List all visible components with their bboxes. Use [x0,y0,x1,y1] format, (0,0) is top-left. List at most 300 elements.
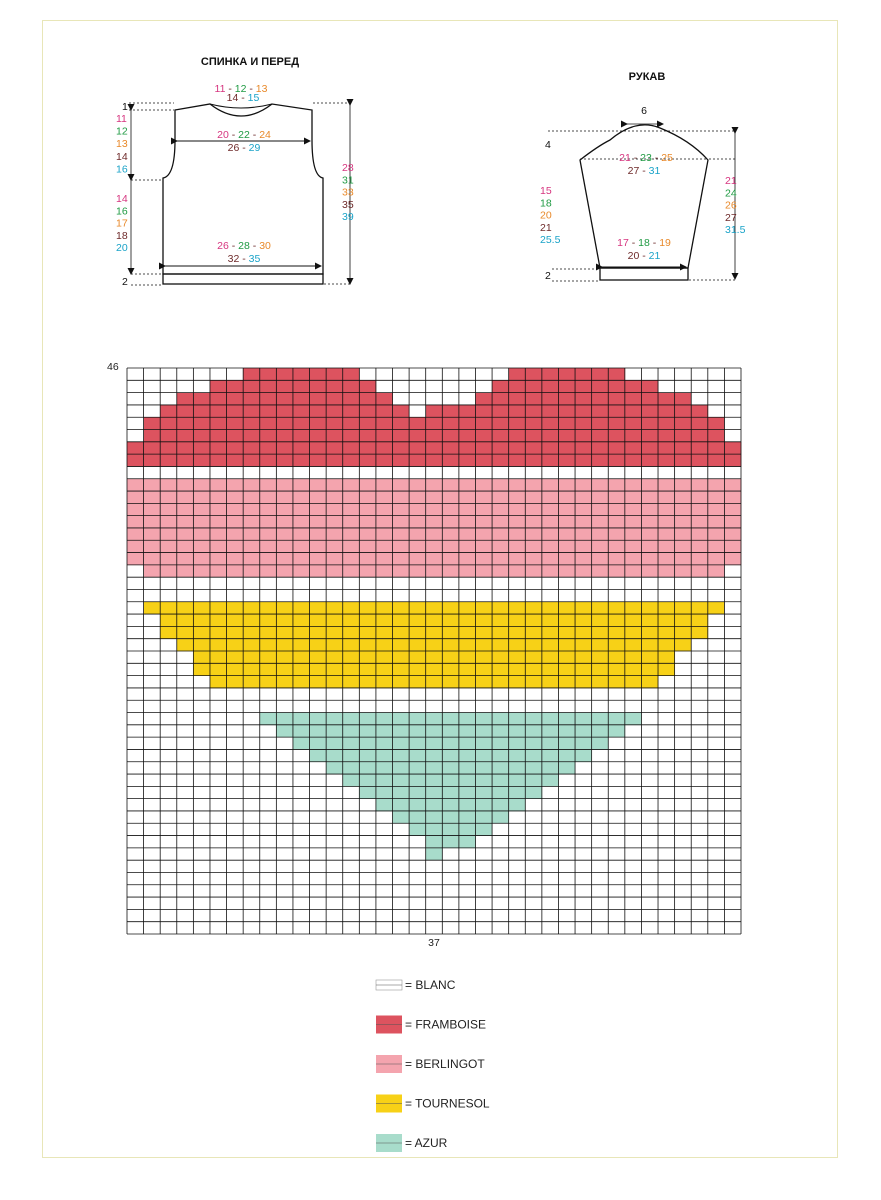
chart-cell-berlingot [625,491,642,504]
chart-cell-berlingot [359,491,376,504]
chart-cell-framboise [525,405,542,418]
chart-cell-azur [625,713,642,726]
chart-cell-berlingot [160,565,177,578]
chart-cell-framboise [127,454,144,467]
chart-cell-berlingot [343,565,360,578]
chart-cell-framboise [592,454,609,467]
chart-cell-berlingot [608,540,625,553]
chart-cell-tournesol [625,663,642,676]
chart-cell-framboise [608,393,625,406]
chart-cell-framboise [326,393,343,406]
chart-cell-framboise [276,454,293,467]
chart-cell-tournesol [310,614,327,627]
chart-cell-tournesol [475,651,492,664]
chart-cell-azur [409,749,426,762]
chart-cell-berlingot [608,516,625,529]
chart-cell-berlingot [641,516,658,529]
chart-cell-berlingot [409,503,426,516]
cap-height-label: 4 [545,139,551,151]
chart-cell-tournesol [592,614,609,627]
chart-cell-tournesol [144,602,161,615]
chart-cell-berlingot [210,479,227,492]
chart-cell-berlingot [575,479,592,492]
chart-cell-framboise [658,405,675,418]
chart-cell-tournesol [442,614,459,627]
chart-cell-framboise [492,417,509,430]
chart-cell-berlingot [160,528,177,541]
chart-cell-berlingot [575,565,592,578]
chart-cell-azur [459,762,476,775]
chart-cell-framboise [641,454,658,467]
chart-cell-framboise [542,430,559,443]
chart-cell-tournesol [343,614,360,627]
chart-cell-azur [426,749,443,762]
chart-cell-tournesol [475,663,492,676]
chart-cell-framboise [724,454,741,467]
chart-cell-azur [475,823,492,836]
chart-cell-azur [575,713,592,726]
chart-cell-berlingot [293,553,310,566]
chart-cell-berlingot [675,491,692,504]
chart-cell-berlingot [658,516,675,529]
chart-cell-azur [426,774,443,787]
chart-cell-tournesol [310,626,327,639]
chart-cell-tournesol [558,614,575,627]
chart-cell-berlingot [459,528,476,541]
chart-cell-framboise [227,442,244,455]
chart-cell-tournesol [260,651,277,664]
chart-cell-berlingot [343,528,360,541]
chart-cell-framboise [276,380,293,393]
chart-cell-berlingot [525,540,542,553]
chart-cell-berlingot [442,503,459,516]
chart-cell-framboise [243,405,260,418]
chart-cell-framboise [243,430,260,443]
chart-cell-tournesol [658,651,675,664]
chart-cell-tournesol [525,663,542,676]
chart-cell-azur [326,713,343,726]
chart-cell-tournesol [459,614,476,627]
chart-cell-azur [376,774,393,787]
measurement-value: 21 [725,175,737,187]
chart-cell-berlingot [459,503,476,516]
chart-cell-berlingot [144,516,161,529]
chart-cell-framboise [177,442,194,455]
chart-cell-tournesol [193,614,210,627]
chart-cell-berlingot [558,528,575,541]
chart-cell-framboise [409,442,426,455]
chart-cell-framboise [310,430,327,443]
chart-cell-berlingot [542,491,559,504]
chart-cell-framboise [393,454,410,467]
chart-cell-framboise [675,417,692,430]
chart-cell-berlingot [459,516,476,529]
chart-cell-azur [310,749,327,762]
chart-cell-berlingot [310,491,327,504]
chart-cell-framboise [359,405,376,418]
chart-cell-azur [442,774,459,787]
chart-cell-tournesol [293,602,310,615]
chart-cell-berlingot [608,565,625,578]
chart-cell-framboise [608,442,625,455]
chart-cell-framboise [475,454,492,467]
chart-cell-azur [293,713,310,726]
chart-cell-framboise [276,442,293,455]
chart-cell-tournesol [193,663,210,676]
neck-width-bottom: 14 - 15 [226,92,260,104]
chart-cell-berlingot [426,503,443,516]
chart-cell-berlingot [160,516,177,529]
chart-cell-berlingot [243,565,260,578]
chart-cell-azur [525,786,542,799]
chart-cell-berlingot [724,516,741,529]
chart-cell-berlingot [359,528,376,541]
chart-cell-tournesol [193,626,210,639]
chart-cell-berlingot [409,479,426,492]
chart-cell-framboise [177,393,194,406]
chart-cell-berlingot [177,565,194,578]
chart-cell-berlingot [558,540,575,553]
chart-cell-berlingot [144,565,161,578]
chart-cell-berlingot [724,479,741,492]
chart-cell-framboise [359,380,376,393]
chart-cell-framboise [542,442,559,455]
chart-cell-berlingot [575,540,592,553]
chart-cell-berlingot [641,540,658,553]
chart-cell-tournesol [260,626,277,639]
measurement-value: 26 [725,199,737,212]
chart-cell-tournesol [658,614,675,627]
chart-cell-tournesol [475,639,492,652]
chart-cell-azur [558,762,575,775]
chart-cell-berlingot [691,553,708,566]
colour-chart [107,361,741,949]
chart-cell-tournesol [293,614,310,627]
chart-cell-framboise [608,405,625,418]
chest-width-bottom: 26 - 29 [227,142,261,154]
chart-cell-tournesol [691,602,708,615]
chart-cell-berlingot [558,491,575,504]
chart-cell-tournesol [426,663,443,676]
chart-cell-berlingot [426,553,443,566]
chart-cell-azur [293,725,310,738]
chart-cell-framboise [658,393,675,406]
chart-cell-azur [376,762,393,775]
chart-cell-azur [509,774,526,787]
chart-cell-framboise [160,405,177,418]
chart-cell-tournesol [641,651,658,664]
chart-cell-tournesol [210,651,227,664]
chart-cell-framboise [542,417,559,430]
chart-cell-berlingot [625,528,642,541]
measurement-value: 35 [342,198,354,211]
chart-cell-berlingot [177,528,194,541]
chart-cell-tournesol [326,639,343,652]
chart-cell-berlingot [260,553,277,566]
chart-cell-framboise [675,454,692,467]
chart-cell-azur [393,811,410,824]
chart-cell-berlingot [343,553,360,566]
chart-cell-framboise [442,405,459,418]
chart-cell-tournesol [393,602,410,615]
chart-cell-framboise [509,430,526,443]
chart-cell-berlingot [641,479,658,492]
chart-cell-framboise [459,417,476,430]
chart-cell-berlingot [210,503,227,516]
chart-cell-framboise [177,417,194,430]
chart-cell-tournesol [243,663,260,676]
chart-cell-berlingot [442,565,459,578]
chart-cell-framboise [260,405,277,418]
chart-cell-azur [442,762,459,775]
chart-cell-azur [376,725,393,738]
chart-cell-tournesol [227,626,244,639]
measurement-value: 28 [342,162,354,174]
chart-cell-framboise [260,393,277,406]
chart-cell-tournesol [442,602,459,615]
chart-cell-berlingot [409,491,426,504]
chart-cell-berlingot [210,540,227,553]
chart-cell-tournesol [558,626,575,639]
chart-cell-berlingot [393,540,410,553]
chart-cell-berlingot [227,503,244,516]
chart-cell-azur [343,713,360,726]
chart-cell-berlingot [575,503,592,516]
chart-cell-tournesol [193,639,210,652]
chart-cell-framboise [343,417,360,430]
chart-cell-framboise [592,405,609,418]
chart-cell-berlingot [293,491,310,504]
chart-cell-framboise [359,454,376,467]
chart-cell-framboise [243,442,260,455]
chart-cell-tournesol [426,614,443,627]
chart-cell-tournesol [243,639,260,652]
chart-cell-berlingot [459,540,476,553]
chart-cell-azur [326,762,343,775]
chart-cell-framboise [592,393,609,406]
chart-cell-azur [475,737,492,750]
chart-cell-berlingot [393,565,410,578]
chart-cell-tournesol [359,651,376,664]
chart-cell-framboise [575,430,592,443]
chart-cell-tournesol [459,663,476,676]
chart-cell-berlingot [459,479,476,492]
chart-cell-framboise [575,442,592,455]
chart-cell-tournesol [608,602,625,615]
chart-cell-tournesol [210,676,227,689]
chart-cell-tournesol [542,663,559,676]
chart-cell-berlingot [459,553,476,566]
cap-top-width: 6 [641,105,647,117]
chart-cell-tournesol [708,602,725,615]
chart-cell-berlingot [393,528,410,541]
chart-cell-azur [558,725,575,738]
chart-cell-berlingot [193,503,210,516]
chart-cell-azur [475,725,492,738]
chart-cell-berlingot [691,503,708,516]
chart-cell-tournesol [625,651,642,664]
chart-cell-tournesol [542,602,559,615]
chart-cell-framboise [525,454,542,467]
chart-cell-tournesol [525,614,542,627]
chart-cell-berlingot [475,540,492,553]
chart-cell-tournesol [276,602,293,615]
chart-cell-berlingot [492,553,509,566]
chart-cell-tournesol [276,639,293,652]
chart-cell-berlingot [310,516,327,529]
chart-cell-framboise [509,454,526,467]
chart-cell-berlingot [525,553,542,566]
sleeve-title: РУКАВ [628,71,666,83]
chart-cell-berlingot [393,503,410,516]
chart-cell-framboise [475,430,492,443]
chart-cell-azur [409,713,426,726]
chart-cell-tournesol [260,614,277,627]
chart-cell-berlingot [293,503,310,516]
chart-cell-berlingot [558,503,575,516]
chart-cell-berlingot [641,553,658,566]
chart-cell-tournesol [376,676,393,689]
chart-cell-framboise [625,442,642,455]
chart-cell-berlingot [691,516,708,529]
chart-cell-azur [558,713,575,726]
chart-cell-tournesol [343,639,360,652]
chart-cell-berlingot [144,528,161,541]
chart-cell-berlingot [641,503,658,516]
chart-cell-berlingot [492,565,509,578]
chart-cell-tournesol [525,602,542,615]
chart-cell-framboise [625,417,642,430]
sleeve-upper-width-b: 27 - 31 [627,165,661,177]
chart-cell-berlingot [177,553,194,566]
chart-cell-tournesol [575,651,592,664]
chart-cell-azur [359,725,376,738]
chart-cell-tournesol [276,626,293,639]
chart-cell-azur [376,749,393,762]
chart-cell-tournesol [310,602,327,615]
chart-cell-framboise [343,368,360,381]
legend-label-azur: = AZUR [405,1136,448,1150]
chart-cell-azur [459,799,476,812]
chart-cell-berlingot [592,528,609,541]
measurement-value: 24 [725,187,737,200]
chart-cell-tournesol [193,602,210,615]
chart-cell-tournesol [260,663,277,676]
chart-cell-framboise [326,442,343,455]
chart-cell-tournesol [243,626,260,639]
chart-cell-berlingot [641,565,658,578]
chart-cell-berlingot [475,491,492,504]
chart-cell-framboise [260,417,277,430]
chart-cell-berlingot [359,540,376,553]
chart-cell-tournesol [625,626,642,639]
chart-cell-tournesol [426,602,443,615]
measurement-value: 18 [540,197,552,210]
chart-cell-framboise [426,430,443,443]
chart-cell-berlingot [492,503,509,516]
measurement-value: 20 [116,242,128,255]
chart-cell-framboise [193,393,210,406]
chart-cell-berlingot [558,553,575,566]
chart-cell-berlingot [177,503,194,516]
chart-cell-framboise [359,417,376,430]
chart-cell-azur [409,811,426,824]
chart-cell-tournesol [326,626,343,639]
chart-cell-azur [509,737,526,750]
chart-cell-berlingot [426,479,443,492]
chart-cell-berlingot [210,528,227,541]
chart-cell-framboise [558,417,575,430]
chart-cell-framboise [708,430,725,443]
chart-cell-framboise [343,380,360,393]
chart-cell-tournesol [542,651,559,664]
chart-cell-azur [393,749,410,762]
chart-cell-tournesol [177,639,194,652]
chart-cell-azur [393,725,410,738]
neckline-curve [210,104,272,108]
chart-cell-framboise [127,442,144,455]
chart-cell-azur [509,725,526,738]
chart-cell-berlingot [193,479,210,492]
chart-cell-tournesol [492,614,509,627]
chart-cell-berlingot [276,491,293,504]
chart-cell-berlingot [509,565,526,578]
chart-cell-framboise [558,454,575,467]
chart-cell-azur [310,737,327,750]
chart-cell-framboise [625,380,642,393]
chart-cell-tournesol [608,676,625,689]
chart-cell-berlingot [625,565,642,578]
chart-cell-berlingot [260,503,277,516]
chart-cell-azur [376,799,393,812]
chart-cell-azur [326,737,343,750]
chart-cell-berlingot [160,479,177,492]
chart-cell-framboise [160,454,177,467]
chart-cell-tournesol [492,639,509,652]
back-front-ribbing [163,274,323,284]
chart-cell-berlingot [475,479,492,492]
chart-cell-framboise [160,417,177,430]
chart-cell-berlingot [426,565,443,578]
chart-cell-tournesol [675,626,692,639]
chart-cell-azur [575,725,592,738]
chart-cell-berlingot [426,528,443,541]
measurement-value: 20 [540,209,552,222]
chart-cell-framboise [492,380,509,393]
chart-cell-azur [525,749,542,762]
chart-cell-berlingot [243,553,260,566]
chart-cell-berlingot [359,553,376,566]
chart-cell-berlingot [243,479,260,492]
chart-cell-tournesol [509,676,526,689]
chart-cell-azur [492,749,509,762]
chart-cell-berlingot [625,503,642,516]
chart-cell-tournesol [475,626,492,639]
chart-cell-tournesol [210,639,227,652]
chart-cell-tournesol [525,651,542,664]
armhole-depth-values [116,113,128,175]
chart-cell-berlingot [193,540,210,553]
chart-cell-berlingot [376,565,393,578]
chart-cell-tournesol [475,676,492,689]
chart-cell-berlingot [144,479,161,492]
chart-cell-framboise [658,442,675,455]
chart-cell-framboise [393,442,410,455]
chart-cell-berlingot [160,491,177,504]
chart-cell-berlingot [227,516,244,529]
chart-cell-framboise [243,368,260,381]
chart-cell-framboise [558,430,575,443]
